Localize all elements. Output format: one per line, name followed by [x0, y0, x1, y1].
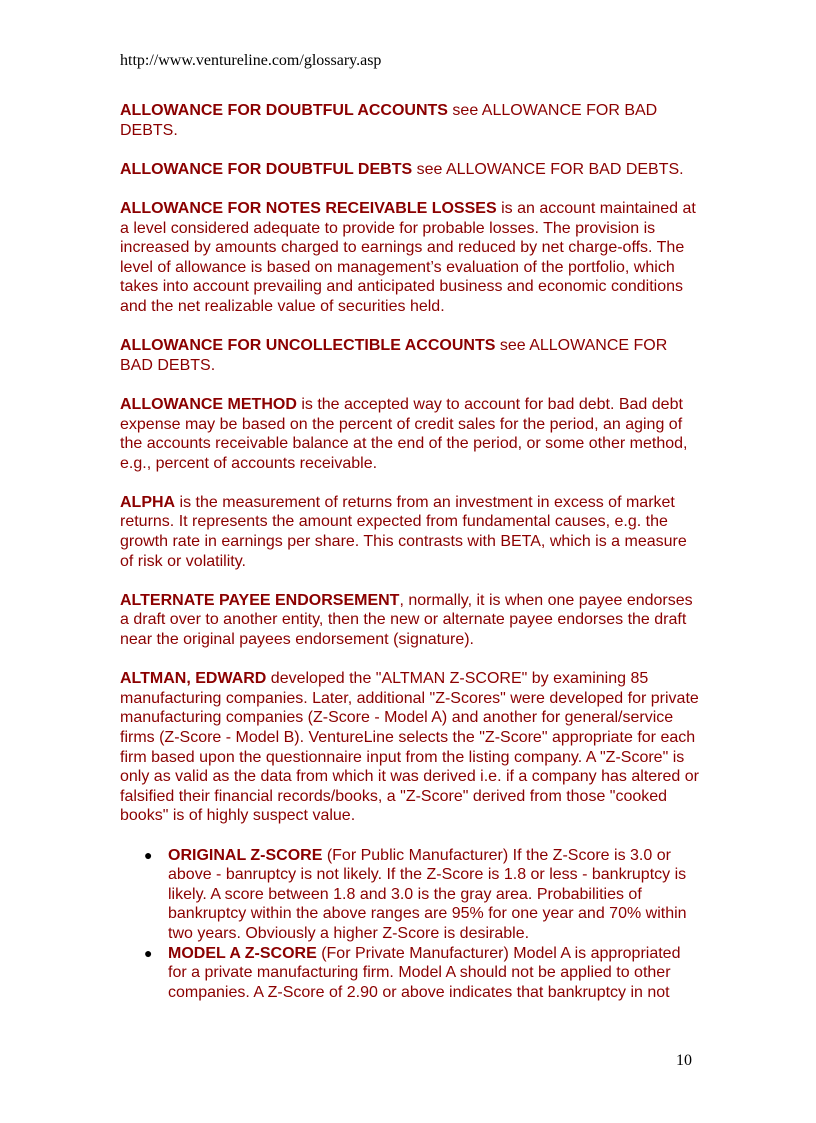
- entry-term: ORIGINAL Z-SCORE: [168, 846, 323, 864]
- glossary-entry: [120, 591, 700, 650]
- entry-definition: (For Public Manufacturer) If the Z-Score is 3.0 or above - banruptcy is not likely. If the Z-Score is 1.8 or less - bankruptcy is likely. A score between 1.8 and 3.0 is the gray area. Probabilities of bankruptcy within the above ranges are 95% for one year and 70% within two years. Obviously a higher Z-Score is desirable.: [168, 846, 687, 942]
- bullet-icon: ●: [144, 944, 153, 961]
- entry-definition: see ALLOWANCE FOR BAD DEBTS.: [120, 337, 668, 374]
- glossary-content: [120, 101, 700, 1002]
- header-url: http://www.ventureline.com/glossary.asp: [120, 52, 382, 69]
- list-item: [120, 846, 700, 944]
- glossary-entry: [120, 199, 700, 317]
- entry-definition: is an account maintained at a level considered adequate to provide for probable losses. The provision is increased by amounts charged to earnings and reduced by net charge-offs. The level of allowance is based on management’s evaluation of the portfolio, which takes into account prevailing and anticipated business and economic conditions and the net realizable value of securities held.: [120, 199, 696, 315]
- entry-term: ALPHA: [120, 493, 176, 511]
- list-item: [120, 944, 700, 1003]
- entry-definition: is the accepted way to account for bad debt. Bad debt expense may be based on the percent of credit sales for the period, an aging of the accounts receivable balance at the end of the period, or some other method, e.g., percent of accounts receivable.: [120, 395, 688, 472]
- entry-definition: see ALLOWANCE FOR BAD DEBTS.: [412, 160, 684, 178]
- entry-term: MODEL A Z-SCORE: [168, 944, 317, 962]
- entry-term: ALLOWANCE FOR DOUBTFUL ACCOUNTS: [120, 102, 448, 119]
- entry-term: ALLOWANCE FOR DOUBTFUL DEBTS: [120, 160, 413, 178]
- glossary-entry: [120, 101, 700, 140]
- bullet-icon: ●: [144, 846, 153, 863]
- page-number: 10: [676, 1052, 692, 1069]
- entry-term: ALLOWANCE FOR UNCOLLECTIBLE ACCOUNTS: [120, 337, 496, 355]
- glossary-entry: [120, 160, 700, 180]
- entry-term: ALTERNATE PAYEE ENDORSEMENT: [120, 591, 400, 609]
- entry-definition: developed the "ALTMAN Z-SCORE" by examining 85 manufacturing companies. Later, additional "Z-Scores" were developed for private manufacturing companies (Z-Score - Model A) and another for general/service firms (Z-Score - Model B). VentureLine selects the "Z-Score" appropriate for each firm based upon the questionnaire input from the listing company. A "Z-Score" is only as valid as the data from which it was derived i.e. if a company has altered or falsified their financial records/books, a "Z-Score" derived from those "cooked books" is of highly suspect value.: [120, 670, 699, 825]
- entry-term: ALLOWANCE METHOD: [120, 395, 297, 413]
- entry-term: ALTMAN, EDWARD: [120, 670, 267, 688]
- glossary-entry: [120, 336, 700, 375]
- entry-term: ALLOWANCE FOR NOTES RECEIVABLE LOSSES: [120, 199, 497, 217]
- entry-definition: , normally, it is when one payee endorses a draft over to another entity, then the new or alternate payee endorses the draft near the original payees endorsement (signature).: [120, 591, 693, 649]
- glossary-entry: [120, 669, 700, 826]
- z-score-list: [120, 846, 700, 1003]
- entry-definition: see ALLOWANCE FOR BAD DEBTS.: [120, 102, 658, 139]
- entry-definition: (For Private Manufacturer) Model A is appropriated for a private manufacturing firm. Model A should not be applied to other companies. A Z-Score of 2.90 or above indicates that bankruptcy in not: [168, 944, 681, 1001]
- glossary-entry: [120, 395, 700, 473]
- glossary-entry: [120, 493, 700, 571]
- entry-definition: is the measurement of returns from an investment in excess of market returns. It represents the amount expected from fundamental causes, e.g. the growth rate in earnings per share. This contrasts with BETA, which is a measure of risk or volatility.: [120, 493, 687, 570]
